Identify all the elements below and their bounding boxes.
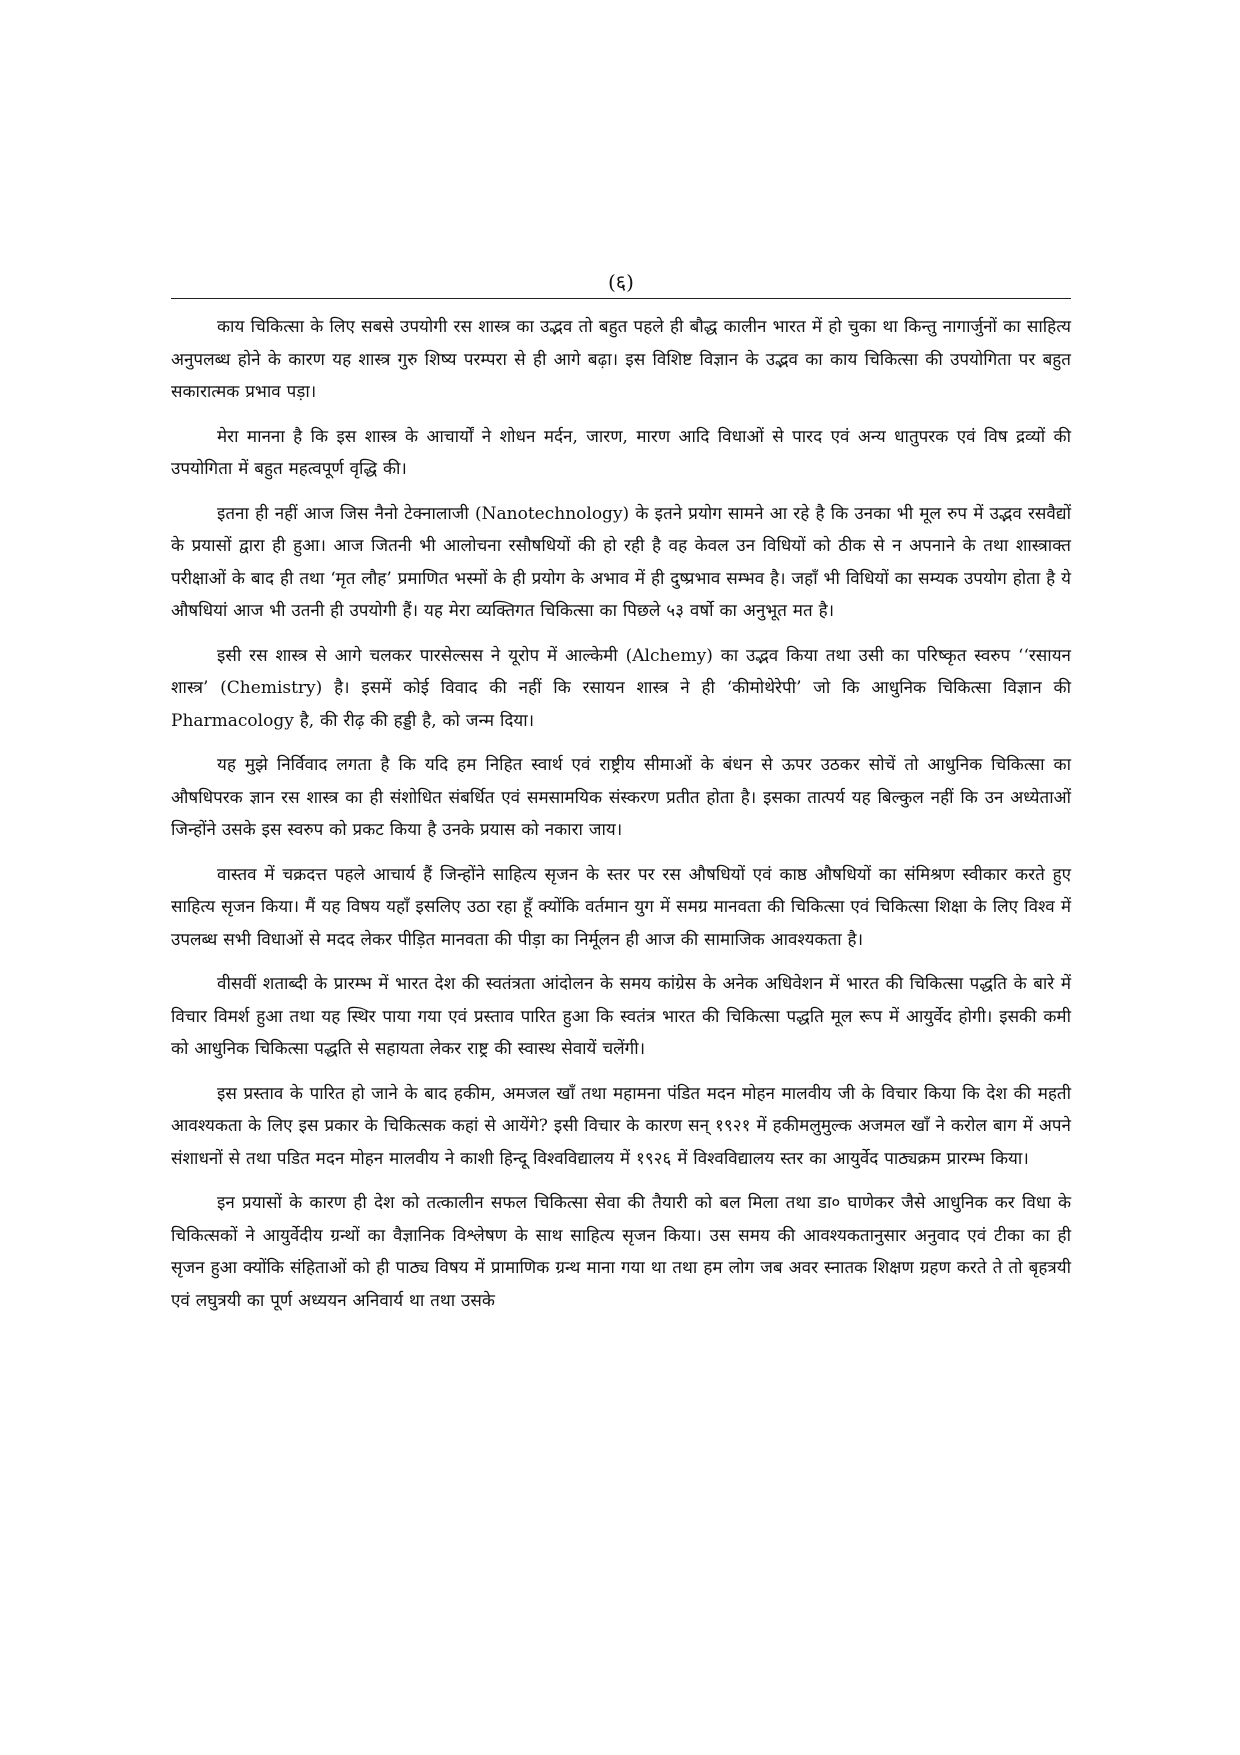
paragraph: यह मुझे निर्विवाद लगता है कि यदि हम निहित स्वार्थ एवं राष्ट्रीय सीमाओं के बंधन से ऊपर उठकर सोचें तो आधुनिक चिकित्सा का औषधिपरक ज्ञान रस शास्त्र का ही संशोधित संबर्धित एवं समसामयिक संस्करण प्रतीत होता है। इसका तात्पर्य यह बिल्कुल नहीं कि उन अध्येताओं जिन्होंने उसके इस स्वरुप को प्रकट किया है उनके प्रयास को नकारा जाय। [171,755,1071,840]
paragraph: मेरा मानना है कि इस शास्त्र के आचार्यों ने शोधन मर्दन, जारण, मारण आदि विधाओं से पारद एवं अन्य धातुपरक एवं विष द्रव्यों की उपयोगिता में बहुत महत्वपूर्ण वृद्धि की। [171,426,1071,479]
paragraph: वीसवीं शताब्दी के प्रारम्भ में भारत देश की स्वतंत्रता आंदोलन के समय कांग्रेस के अनेक अधिवेशन में भारत की चिकित्सा पद्धति के बारे में विचार विमर्श हुआ तथा यह स्थिर पाया गया एवं प्रस्ताव पारित हुआ कि स्वतंत्र भारत की चिकित्सा पद्धति मूल रूप में आयुर्वेद होगी। इसकी कमी को आधुनिक चिकित्सा पद्धति से सहायता लेकर राष्ट्र की स्वास्थ सेवायें चलेंगी। [171,974,1071,1059]
paragraph: काय चिकित्सा के लिए सबसे उपयोगी रस शास्त्र का उद्भव तो बहुत पहले ही बौद्ध कालीन भारत में हो चुका था किन्तु नागार्जुनों का साहित्य अनुपलब्ध होने के कारण यह शास्त्र गुरु शिष्य परम्परा से ही आगे बढ़ा। इस विशिष्ट विज्ञान के उद्भव का काय चिकित्सा की उपयोगिता पर बहुत सकारात्मक प्रभाव पड़ा। [171,317,1071,402]
page-number: (६) [607,270,634,294]
paragraph: इन प्रयासों के कारण ही देश को तत्कालीन सफल चिकित्सा सेवा की तैयारी को बल मिला तथा डा० घाणेकर जैसे आधुनिक कर विधा के चिकित्सकों ने आयुर्वेदीय ग्रन्थों का वैज्ञानिक विश्लेषण के साथ साहित्य सृजन किया। उस समय की आवश्यकतानुसार अनुवाद एवं टीका का ही सृजन हुआ क्योंकि संहिताओं को ही पाठ्य विषय में प्रामाणिक ग्रन्थ माना गया था तथा हम लोग जब अवर स्नातक शिक्षण ग्रहण करते ते तो बृहत्रयी एवं लघुत्रयी का पूर्ण अध्ययन अनिवार्य था तथा उसके [171,1193,1071,1311]
paragraph: इतना ही नहीं आज जिस नैनो टेक्नालाजी (Nanotechnology) के इतने प्रयोग सामने आ रहे है कि उनका भी मूल रुप में उद्भव रसवैद्यों के प्रयासों द्वारा ही हुआ। आज जितनी भी आलोचना रसौषधियों की हो रही है वह केवल उन विधियों को ठीक से न अपनाने के तथा शास्त्राक्त परीक्षाओं के बाद ही तथा ‘मृत लौह’ प्रमाणित भस्मों के ही प्रयोग के अभाव में ही दुष्प्रभाव सम्भव है। जहाँ भी विधियों का सम्यक उपयोग होता है ये औषधियां आज भी उतनी ही उपयोगी हैं। यह मेरा व्यक्तिगत चिकित्सा का पिछले ५३ वर्षो का अनुभूत मत है। [171,503,1071,621]
paragraph: वास्तव में चक्रदत्त पहले आचार्य हैं जिन्होंने साहित्य सृजन के स्तर पर रस औषधियों एवं काष्ठ औषधियों का संमिश्रण स्वीकार करते हुए साहित्य सृजन किया। मैं यह विषय यहाँ इसलिए उठा रहा हूँ क्योंकि वर्तमान युग में समग्र मानवता की चिकित्सा एवं चिकित्सा शिक्षा के लिए विश्व में उपलब्ध सभी विधाओं से मदद लेकर पीड़ित मानवता की पीड़ा का निर्मूलन ही आज की सामाजिक आवश्यकता है। [171,864,1071,950]
paragraph: इसी रस शास्त्र से आगे चलकर पारसेल्सस ने यूरोप में आल्केमी (Alchemy) का उद्भव किया तथा उसी का परिष्कृत स्वरुप ‘‘रसायन शास्त्र’ (Chemistry) है। इसमें कोई विवाद की नहीं कि रसायन शास्त्र ने ही ‘कीमोथेरेपी’ जो कि आधुनिक चिकित्सा विज्ञान की Pharmacology है, की रीढ़ की हड्डी है, को जन्म दिया। [171,645,1071,731]
header-rule [171,298,1071,299]
document-page [171,270,1071,1329]
paragraph: इस प्रस्ताव के पारित हो जाने के बाद हकीम, अमजल खाँ तथा महामना पंडित मदन मोहन मालवीय जी के विचार किया कि देश की महती आवश्यकता के लिए इस प्रकार के चिकित्सक कहां से आयेंगे? इसी विचार के कारण सन् १९२१ में हकीमलुमुल्क अजमल खाँ ने करोल बाग में अपने संशाधनों से तथा पडित मदन मोहन मालवीय ने काशी हिन्दू विश्वविद्यालय में १९२६ में विश्वविद्यालय स्तर का आयुर्वेद पाठ्यक्रम प्रारम्भ किया। [171,1083,1071,1169]
